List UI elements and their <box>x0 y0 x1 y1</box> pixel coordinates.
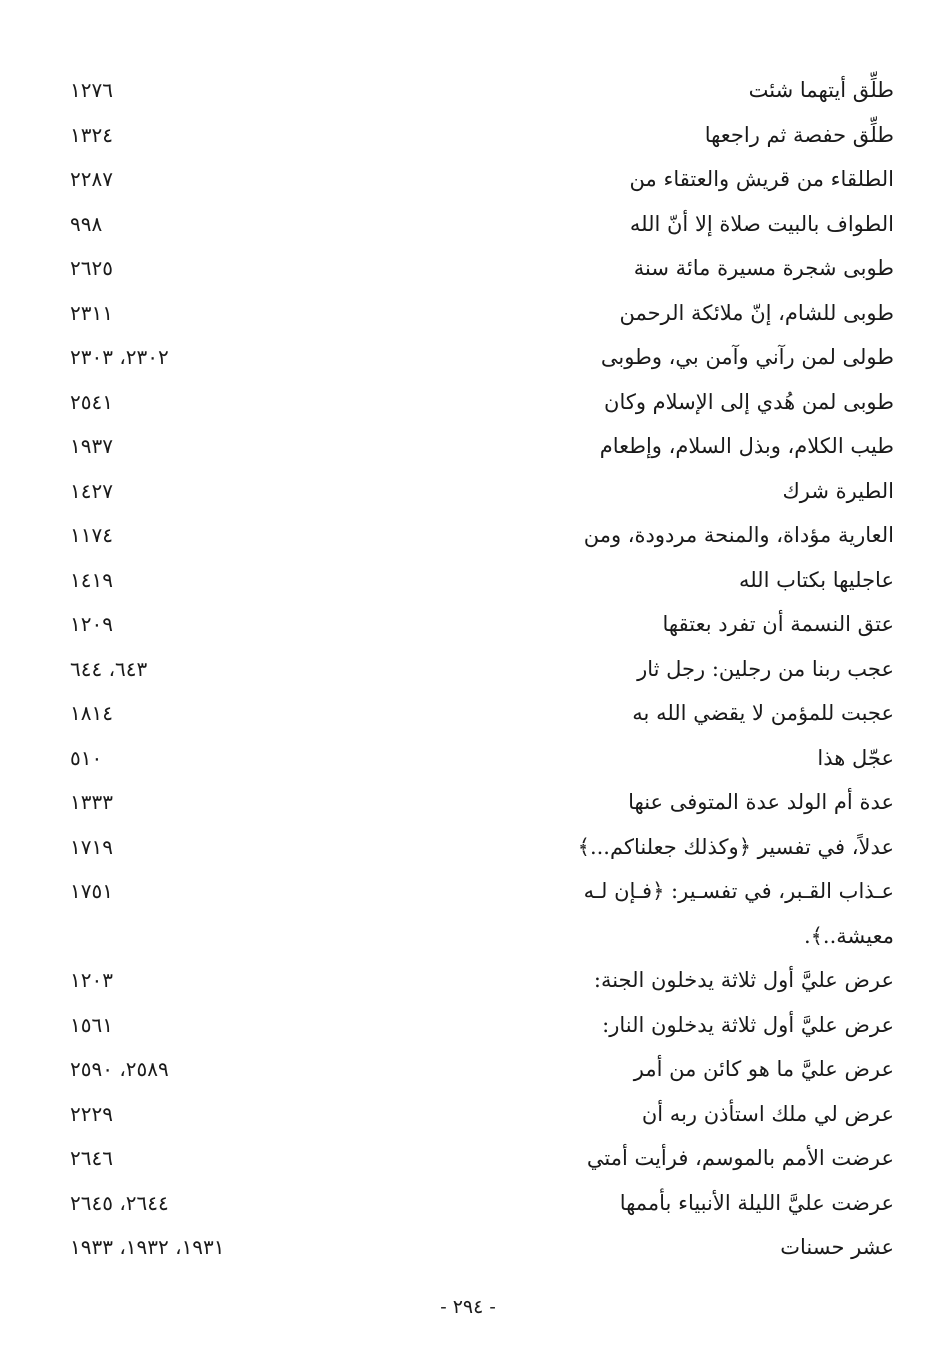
entry-references: ١٩٣١، ١٩٣٢، ١٩٣٣ <box>70 1235 225 1259</box>
index-entry <box>60 157 894 202</box>
entry-references: ١٢٠٣ <box>70 968 113 992</box>
entry-references: ١١٧٤ <box>70 523 113 547</box>
entry-references: ١٧١٩ <box>70 834 113 859</box>
index-entry <box>60 825 894 870</box>
entry-phrase: عجب ربنا من رجلين: رجل ثار <box>637 656 894 681</box>
entry-references: ٦٤٣، ٦٤٤ <box>70 656 148 681</box>
entry-phrase: عرض عليَّ أول ثلاثة يدخلون الجنة: <box>593 968 894 992</box>
entry-phrase: طلِّق أيتهما شئت <box>748 78 894 102</box>
page-number: - ٢٩٤ - <box>440 1296 496 1318</box>
entry-phrase: طوبى لمن هُدي إلى الإسلام وكان <box>604 389 894 414</box>
entry-references: ١٢٧٦ <box>70 78 113 102</box>
index-entry <box>60 958 894 1003</box>
hadith-index-list <box>60 68 894 1270</box>
index-entry <box>60 869 894 958</box>
entry-references: ٥١٠ <box>70 745 103 770</box>
entry-phrase: عرض عليَّ ما هو كائن من أمر <box>633 1057 894 1081</box>
index-entry <box>60 291 894 336</box>
entry-references: ٢٦٤٤، ٢٦٤٥ <box>70 1190 169 1215</box>
entry-phrase: عدلاً، في تفسير ﴿وكذلك جعلناكم...﴾ <box>577 834 894 859</box>
entry-phrase: الطلقاء من قريش والعتقاء من <box>629 167 894 191</box>
index-entry <box>60 113 894 158</box>
entry-references: ٩٩٨ <box>70 211 103 236</box>
entry-phrase: عتق النسمة أن تفرد بعتقها <box>662 612 894 636</box>
entry-phrase: عشر حسنات <box>780 1235 894 1259</box>
index-entry <box>60 1181 894 1226</box>
entry-references: ٢٢٨٧ <box>70 167 113 191</box>
entry-phrase: طوبى للشام، إنّ ملائكة الرحمن <box>619 300 894 325</box>
index-entry <box>60 647 894 692</box>
index-entry <box>60 780 894 825</box>
entry-references: ١٣٢٤ <box>70 122 113 147</box>
entry-phrase: عرض عليَّ أول ثلاثة يدخلون النار: <box>602 1012 894 1037</box>
entry-phrase: عـذاب القـبر، في تفسـير: ﴿فـإن لـه معيشة..﴾. <box>583 879 894 948</box>
index-entry <box>60 691 894 736</box>
entry-phrase: عرض لي ملك استأذن ربه أن <box>641 1101 894 1126</box>
entry-phrase: طلِّق حفصة ثم راجعها <box>704 122 894 147</box>
entry-references: ١٣٣٣ <box>70 790 113 814</box>
entry-references: ١٤١٩ <box>70 567 113 592</box>
entry-phrase: عرضت الأمم بالموسم، فرأيت أمتي <box>586 1146 894 1170</box>
entry-phrase: عاجليها بكتاب الله <box>738 567 894 592</box>
index-entry <box>60 68 894 113</box>
index-entry <box>60 424 894 469</box>
index-entry <box>60 1136 894 1181</box>
entry-references: ١٥٦١ <box>70 1012 113 1037</box>
index-entry <box>60 1047 894 1092</box>
entry-phrase: طوبى شجرة مسيرة مائة سنة <box>633 256 894 280</box>
entry-phrase: طيب الكلام، وبذل السلام، وإطعام <box>599 434 894 458</box>
entry-phrase: عرضت عليَّ الليلة الأنبياء بأممها <box>619 1190 894 1215</box>
entry-phrase: عدة أم الولد عدة المتوفى عنها <box>628 790 894 814</box>
entry-phrase: عجّل هذا <box>817 745 894 770</box>
entry-phrase: طولى لمن رآني وآمن بي، وطوبى <box>600 345 894 369</box>
index-entry <box>60 246 894 291</box>
index-entry <box>60 602 894 647</box>
entry-references: ١٨١٤ <box>70 701 113 725</box>
index-entry <box>60 380 894 425</box>
index-entry <box>60 1225 894 1270</box>
index-entry <box>60 513 894 558</box>
entry-references: ٢٢٢٩ <box>70 1101 113 1126</box>
entry-phrase: الطواف بالبيت صلاة إلا أنّ الله <box>629 211 894 236</box>
entry-references: ١٧٥١ <box>70 879 113 903</box>
index-entry <box>60 736 894 781</box>
index-entry <box>60 469 894 514</box>
entry-references: ١٩٣٧ <box>70 434 113 458</box>
entry-phrase: الطيرة شرك <box>782 478 894 503</box>
entry-references: ٢٣١١ <box>70 300 113 325</box>
entry-references: ٢٦٢٥ <box>70 256 113 280</box>
index-entry <box>60 1092 894 1137</box>
entry-references: ٢٣٠٢، ٢٣٠٣ <box>70 345 169 369</box>
entry-phrase: العارية مؤداة، والمنحة مردودة، ومن <box>583 523 894 547</box>
entry-references: ١٤٢٧ <box>70 478 113 503</box>
entry-references: ٢٥٤١ <box>70 389 113 414</box>
entry-references: ١٢٠٩ <box>70 612 113 636</box>
index-entry <box>60 335 894 380</box>
entry-references: ٢٥٨٩، ٢٥٩٠ <box>70 1057 169 1081</box>
index-entry <box>60 1003 894 1048</box>
index-entry <box>60 202 894 247</box>
entry-references: ٢٦٤٦ <box>70 1146 113 1170</box>
entry-phrase: عجبت للمؤمن لا يقضي الله به <box>632 701 894 725</box>
index-entry <box>60 558 894 603</box>
